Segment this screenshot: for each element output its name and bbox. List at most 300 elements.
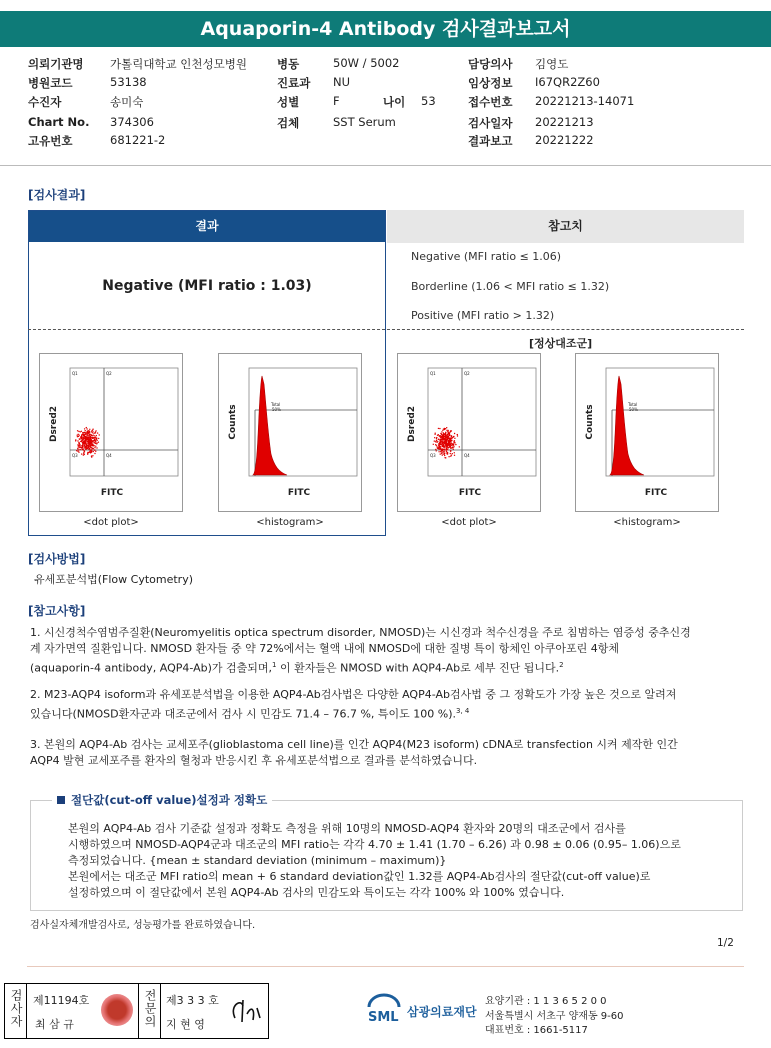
hist-x-axis-label: FITC <box>644 488 668 498</box>
dot-point <box>88 442 89 443</box>
dot-point <box>443 449 444 450</box>
dot-point <box>88 430 89 431</box>
result-header: 결과 <box>29 211 385 242</box>
dot-point <box>99 434 100 435</box>
dot-point <box>95 440 96 441</box>
dot-point <box>447 431 448 432</box>
dot-point <box>90 434 91 435</box>
gate-total-value: 50% <box>629 407 638 412</box>
dot-point <box>450 453 451 454</box>
dot-point <box>447 438 448 439</box>
dot-point <box>443 451 444 452</box>
dot-point <box>448 430 449 431</box>
dot-point <box>442 430 443 431</box>
dot-point <box>451 440 452 441</box>
dot-point <box>440 444 441 445</box>
dot-point <box>459 446 460 447</box>
dot-point <box>449 446 450 447</box>
cutoff-line-5: 설정하였으며 이 절단값에서 본원 AQP4-Ab 검사의 민감도와 특이도는 각각 100% 와 100% 였습니다. <box>68 886 565 899</box>
dot-point <box>445 432 446 433</box>
cutoff-text <box>68 821 728 901</box>
note-1-line-2: 계 자가면역 질환입니다. NMOSD 환자들 중 약 72%에서는 혈액 내에 NMOSD에 대한 질병 특이 항체인 아쿠아포린 4항체 <box>30 642 619 655</box>
dot-point <box>439 449 440 450</box>
dot-point <box>457 435 458 436</box>
dot-point <box>94 435 95 436</box>
dot-point <box>448 456 449 457</box>
dot-point <box>89 434 90 435</box>
dot-point <box>434 440 435 441</box>
dot-point <box>84 445 85 446</box>
dot-point <box>448 442 449 443</box>
dot-point <box>454 442 455 443</box>
dot-point <box>95 443 96 444</box>
dot-point <box>436 446 437 447</box>
test-date-label: 검사일자 <box>468 116 513 130</box>
expert-name: 지 현 영 <box>166 1018 205 1031</box>
handwritten-signature-icon <box>227 994 265 1028</box>
dot-y-axis-label: Dsred2 <box>49 405 59 443</box>
dot-point <box>457 434 458 435</box>
dot-point <box>98 438 99 439</box>
dot-point <box>89 446 90 447</box>
dot-point <box>437 441 438 442</box>
note-3 <box>30 737 750 769</box>
dot-point <box>86 448 87 449</box>
dot-point <box>443 435 444 436</box>
dot-point <box>86 439 87 440</box>
dot-point <box>446 443 447 444</box>
dot-point <box>87 432 88 433</box>
dot-point <box>434 434 435 435</box>
dot-point <box>92 448 93 449</box>
dot-point <box>89 444 90 445</box>
dot-point <box>451 436 452 437</box>
dot-x-axis-label: FITC <box>458 488 482 498</box>
dot-point <box>94 442 95 443</box>
dot-point <box>86 443 87 444</box>
dot-point <box>86 427 87 428</box>
dot-point <box>441 453 442 454</box>
dot-point <box>78 436 79 437</box>
dot-point <box>80 449 81 450</box>
dot-point <box>441 431 442 432</box>
dot-point <box>95 451 96 452</box>
hospital-code-value: 53138 <box>110 75 147 89</box>
dot-point <box>93 437 94 438</box>
dot-point <box>447 434 448 435</box>
dot-point <box>440 453 441 454</box>
dot-point <box>450 448 451 449</box>
dot-point <box>440 435 441 436</box>
method-text: 유세포분석법(Flow Cytometry) <box>34 573 194 586</box>
dot-point <box>84 434 85 435</box>
dot-point <box>443 439 444 440</box>
dot-point <box>83 443 84 444</box>
dot-point <box>445 444 446 445</box>
note-3-line-2: AQP4 발현 교세포주를 환자의 혈청과 반응시킨 후 유세포분석법으로 결과를 분석하였습니다. <box>30 754 478 767</box>
dot-point <box>90 449 91 450</box>
dot-point <box>446 430 447 431</box>
dot-point <box>84 447 85 448</box>
patient-value: 송미숙 <box>110 95 144 109</box>
dot-point <box>97 432 98 433</box>
dot-point <box>442 443 443 444</box>
dot-point <box>90 452 91 453</box>
dot-point <box>76 450 77 451</box>
hist-y-axis-label: Counts <box>585 404 595 440</box>
dot-point <box>446 446 447 447</box>
dot-point <box>92 455 93 456</box>
dot-point <box>92 435 93 436</box>
dot-point <box>437 435 438 436</box>
dot-point <box>91 451 92 452</box>
dot-point <box>449 435 450 436</box>
quadrant-q1-label: Q1 <box>72 371 78 376</box>
signature-box <box>4 983 269 1039</box>
dot-point <box>90 440 91 441</box>
dot-point <box>440 451 441 452</box>
dot-point <box>94 453 95 454</box>
control-label: [정상대조군] <box>529 337 593 350</box>
dot-point <box>83 437 84 438</box>
dot-point <box>96 438 97 439</box>
dot-point <box>447 452 448 453</box>
dot-point <box>94 447 95 448</box>
chart-value: 374306 <box>110 115 154 129</box>
note-1-line-3a: (aquaporin-4 antibody, AQP4-Ab)가 검출되며, <box>30 661 273 675</box>
dot-point <box>78 449 79 450</box>
histogram-caption: <histogram> <box>256 517 324 528</box>
dot-point <box>77 436 78 437</box>
dot-point <box>82 446 83 447</box>
note-2-ref: 3, 4 <box>456 707 470 715</box>
dot-point <box>93 445 94 446</box>
specimen-label: 검체 <box>277 116 300 130</box>
dot-point <box>445 445 446 446</box>
dot-point <box>443 446 444 447</box>
result-heading: [검사결과] <box>28 188 86 202</box>
dot-point <box>441 436 442 437</box>
dot-point <box>442 454 443 455</box>
plot-frame <box>70 368 178 476</box>
dot-point <box>75 440 76 441</box>
square-bullet-icon <box>57 796 65 804</box>
logo-text: SML <box>368 1010 399 1025</box>
ref-borderline: Borderline (1.06 < MFI ratio ≤ 1.32) <box>411 280 610 293</box>
note-1-line-1: 1. 시신경척수염범주질환(Neuromyelitis optica spectrum disorder, NMOSD)는 시신경과 척수신경을 주로 침범하는 염증성 중추신경 <box>30 626 691 639</box>
test-date-value: 20221213 <box>535 115 594 129</box>
dot-point <box>92 440 93 441</box>
quadrant-q3-label: Q3 <box>430 453 436 458</box>
org-address: 서울특별시 서초구 양재동 9-60 <box>485 1011 624 1022</box>
dot-point <box>89 436 90 437</box>
dot-point <box>86 435 87 436</box>
dot-point <box>438 447 439 448</box>
dot-point <box>442 450 443 451</box>
dot-point <box>90 442 91 443</box>
institution-label: 의뢰기관명 <box>28 57 84 71</box>
cutoff-title <box>52 792 272 808</box>
divider <box>0 165 771 166</box>
dot-point <box>78 445 79 446</box>
receipt-value: 20221213-14071 <box>535 94 635 108</box>
note-1-ref-1: 1 <box>272 661 277 669</box>
dot-point <box>98 442 99 443</box>
dot-point <box>436 438 437 439</box>
note-2-line-2a: 있습니다(NMOSD환자군과 대조군에서 검사 시 민감도 71.4 – 76.7 %, 특이도 100 %). <box>30 707 457 721</box>
cutoff-title-text: 절단값(cut-off value)설정과 정확도 <box>71 793 268 807</box>
dot-point <box>443 438 444 439</box>
gate-total-label: Total <box>628 402 638 407</box>
tester-vertical-label: 검사자 <box>9 989 23 1028</box>
dot-point <box>86 428 87 429</box>
dot-point <box>83 438 84 439</box>
ward-label: 병동 <box>277 57 300 71</box>
patient-dot-plot <box>39 353 183 512</box>
dot-point <box>446 449 447 450</box>
dot-point <box>77 430 78 431</box>
gate-total-label: Total <box>271 402 281 407</box>
ref-negative: Negative (MFI ratio ≤ 1.06) <box>411 250 562 263</box>
dot-point <box>96 443 97 444</box>
dot-point <box>87 454 88 455</box>
cutoff-line-3: 측정되었습니다. {mean ± standard deviation (minimum – maximum)} <box>68 854 447 867</box>
dot-point <box>91 455 92 456</box>
dot-point <box>435 449 436 450</box>
dot-point <box>92 431 93 432</box>
dot-point <box>447 449 448 450</box>
dot-point <box>440 439 441 440</box>
dot-x-axis-label: FITC <box>100 488 124 498</box>
dot-point <box>96 435 97 436</box>
dot-point <box>81 431 82 432</box>
result-value: Negative (MFI ratio : 1.03) <box>102 278 312 294</box>
quadrant-q3-label: Q3 <box>72 453 78 458</box>
dot-point <box>443 429 444 430</box>
ref-positive: Positive (MFI ratio > 1.32) <box>411 309 555 322</box>
org-name: 삼광의료재단 <box>407 1005 477 1019</box>
dot-point <box>95 430 96 431</box>
dot-point <box>434 437 435 438</box>
dot-point <box>93 433 94 434</box>
dot-point <box>451 445 452 446</box>
dot-point <box>95 446 96 447</box>
dot-point <box>444 455 445 456</box>
dot-point <box>444 453 445 454</box>
dot-point <box>435 444 436 445</box>
dot-point <box>84 432 85 433</box>
sml-logo-icon <box>366 993 402 1027</box>
ward-value: 50W / 5002 <box>333 56 400 70</box>
dot-point <box>455 444 456 445</box>
report-date-value: 20221222 <box>535 133 594 147</box>
control-histogram-caption: <histogram> <box>613 517 681 528</box>
quadrant-q1-label: Q1 <box>430 371 436 376</box>
dot-point <box>78 431 79 432</box>
note-1-line-3 <box>30 657 750 677</box>
sex-value: F <box>333 94 340 108</box>
quadrant-q2-label: Q2 <box>464 371 470 376</box>
dept-value: NU <box>333 75 351 89</box>
sex-label: 성별 <box>277 95 300 109</box>
report-title: Aquaporin-4 Antibody 검사결과보고서 <box>0 11 771 47</box>
dot-point <box>439 428 440 429</box>
control-dot-plot <box>397 353 541 512</box>
dot-point <box>445 440 446 441</box>
histogram-peak <box>253 376 287 475</box>
dot-point <box>433 444 434 445</box>
dot-point <box>438 445 439 446</box>
age-value: 53 <box>421 94 436 108</box>
dot-point <box>94 433 95 434</box>
dot-point <box>444 438 445 439</box>
dot-point <box>94 450 95 451</box>
dot-point <box>86 437 87 438</box>
dot-point <box>81 453 82 454</box>
quadrant-q4-label: Q4 <box>106 453 112 458</box>
dept-label: 진료과 <box>277 76 311 90</box>
note-2 <box>30 687 750 723</box>
dot-point <box>85 443 86 444</box>
dot-point <box>438 428 439 429</box>
dot-point <box>445 434 446 435</box>
dot-point <box>442 441 443 442</box>
dot-point <box>90 438 91 439</box>
hist-y-axis-label: Counts <box>228 404 238 440</box>
dot-point <box>436 440 437 441</box>
final-note: 검사실자체개발검사로, 성능평가를 완료하였습니다. <box>30 920 256 931</box>
dot-point <box>82 438 83 439</box>
page-number: 1/2 <box>717 937 734 949</box>
dot-point <box>79 439 80 440</box>
patient-label: 수진자 <box>28 95 62 109</box>
doctor-label: 담당의사 <box>468 57 513 71</box>
report-date-label: 결과보고 <box>468 134 513 148</box>
reference-header: 참고치 <box>387 210 744 243</box>
dot-point <box>85 441 86 442</box>
dot-point <box>452 453 453 454</box>
dot-plot-caption: <dot plot> <box>83 517 139 528</box>
note-1-line-3b: 이 환자들은 NMOSD with AQP4-Ab로 세부 진단 됩니다. <box>276 661 560 675</box>
dot-point <box>96 447 97 448</box>
dot-point <box>80 431 81 432</box>
dot-point <box>440 433 441 434</box>
quadrant-q4-label: Q4 <box>464 453 470 458</box>
specimen-value: SST Serum <box>333 115 396 129</box>
dot-point <box>449 444 450 445</box>
dot-point <box>444 449 445 450</box>
org-phone: 대표번호 : 1661-5117 <box>485 1025 588 1036</box>
dot-point <box>450 450 451 451</box>
dot-point <box>441 449 442 450</box>
unique-label: 고유번호 <box>28 134 73 148</box>
org-code: 요양기관 : 1 1 3 6 5 2 0 0 <box>485 996 607 1007</box>
dot-point <box>77 440 78 441</box>
dot-y-axis-label: Dsred2 <box>407 405 417 443</box>
dashed-divider <box>28 329 744 330</box>
dot-point <box>448 433 449 434</box>
dot-point <box>87 436 88 437</box>
dot-point <box>78 452 79 453</box>
expert-number: 제3 3 3 호 <box>166 994 219 1007</box>
dot-point <box>444 442 445 443</box>
dot-point <box>453 436 454 437</box>
dot-point <box>436 450 437 451</box>
dot-point <box>79 446 80 447</box>
cutoff-line-4: 본원에서는 대조군 MFI ratio의 mean + 6 standard deviation값인 1.32를 AQP4-Ab검사의 절단값(cut-off value)로 <box>68 870 651 883</box>
method-heading: [검사방법] <box>28 552 86 566</box>
dot-point <box>82 448 83 449</box>
dot-point <box>82 445 83 446</box>
age-label: 나이 <box>383 95 406 109</box>
dot-point <box>452 444 453 445</box>
dot-point <box>95 431 96 432</box>
hospital-code-label: 병원코드 <box>28 76 73 90</box>
dot-point <box>446 451 447 452</box>
dot-point <box>90 445 91 446</box>
dot-point <box>449 440 450 441</box>
dot-point <box>447 437 448 438</box>
institution-value: 가톨릭대학교 인천성모병원 <box>110 57 247 71</box>
seal-stamp-icon <box>101 994 133 1026</box>
dot-point <box>441 439 442 440</box>
dot-point <box>438 439 439 440</box>
unique-value: 681221-2 <box>110 133 166 147</box>
control-dot-plot-caption: <dot plot> <box>441 517 497 528</box>
dot-point <box>450 437 451 438</box>
note-2-line-2 <box>30 703 750 723</box>
note-1 <box>30 625 750 677</box>
dot-point <box>84 451 85 452</box>
gate-total-value: 50% <box>272 407 281 412</box>
quadrant-q2-label: Q2 <box>106 371 112 376</box>
dot-point <box>435 441 436 442</box>
dot-point <box>446 427 447 428</box>
cutoff-line-1: 본원의 AQP4-Ab 검사 기준값 설정과 정확도 측정을 위해 10명의 NMOSD-AQP4 환자와 20명의 대조군에서 검사를 <box>68 822 626 835</box>
dot-point <box>85 438 86 439</box>
notes-heading: [참고사항] <box>28 604 86 618</box>
dot-point <box>452 447 453 448</box>
expert-vertical-label: 전문의 <box>143 989 157 1028</box>
dot-point <box>92 430 93 431</box>
patient-histogram <box>218 353 362 512</box>
doctor-value: 김영도 <box>535 57 569 71</box>
clinical-value: I67QR2Z60 <box>535 75 600 89</box>
chart-label: Chart No. <box>28 115 90 129</box>
dot-point <box>443 436 444 437</box>
receipt-label: 접수번호 <box>468 95 513 109</box>
tester-name: 최 삼 규 <box>35 1018 74 1031</box>
dot-point <box>444 457 445 458</box>
dot-point <box>78 434 79 435</box>
dot-point <box>84 454 85 455</box>
dot-point <box>93 451 94 452</box>
dot-point <box>453 449 454 450</box>
dot-point <box>78 446 79 447</box>
dot-point <box>450 431 451 432</box>
dot-point <box>85 430 86 431</box>
footer-divider <box>27 966 744 967</box>
dot-point <box>84 441 85 442</box>
dot-point <box>451 455 452 456</box>
note-1-ref-2: 2 <box>559 661 564 669</box>
hist-x-axis-label: FITC <box>287 488 311 498</box>
plot-frame <box>428 368 536 476</box>
dot-point <box>79 443 80 444</box>
dot-point <box>454 438 455 439</box>
note-2-line-1: 2. M23-AQP4 isoform과 유세포분석법을 이용한 AQP4-Ab검사법은 다양한 AQP4-Ab검사법 중 그 정확도가 가장 높은 것으로 알려져 <box>30 688 677 701</box>
dot-point <box>83 432 84 433</box>
